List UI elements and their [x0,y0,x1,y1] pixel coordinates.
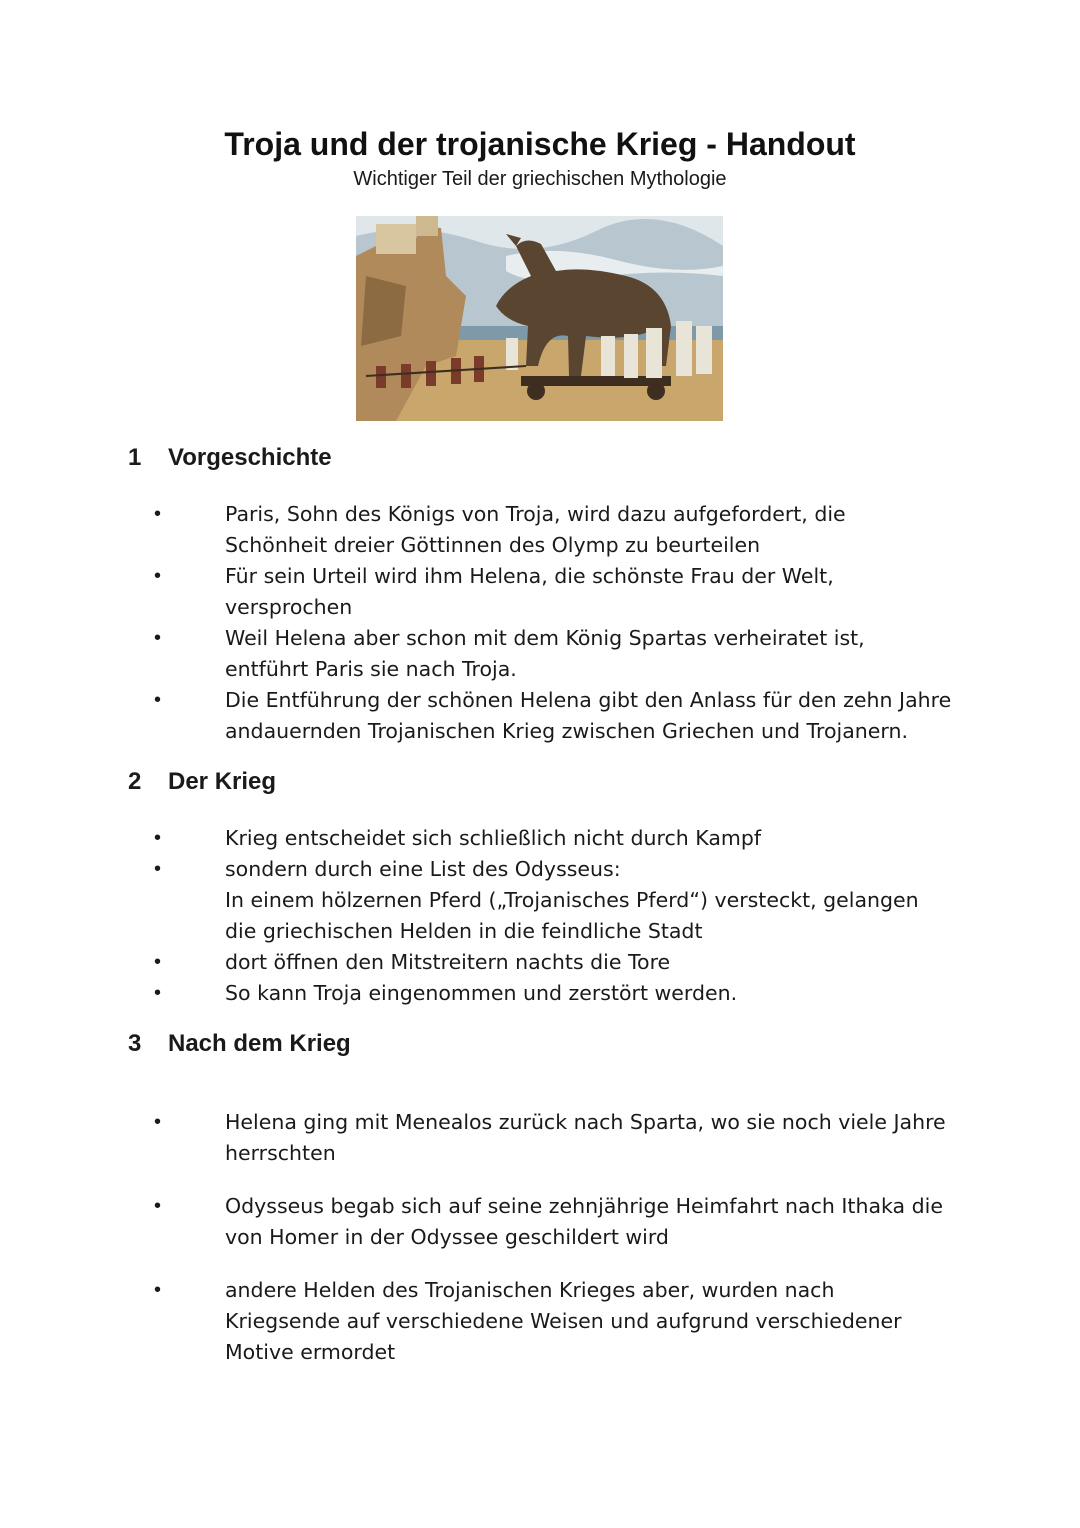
section-heading [128,444,332,472]
bullet-list [0,1107,1080,1368]
list-item-line: sondern durch eine List des Odysseus: [225,857,621,881]
bullet-list [0,499,1080,747]
bullet-icon: • [154,689,162,711]
section-heading [128,1030,351,1058]
list-item [0,947,1080,978]
document-subtitle: Wichtiger Teil der griechischen Mythologie [353,168,727,190]
section-number: 1 [128,444,142,471]
bullet-icon: • [154,982,162,1004]
list-item [0,685,1080,747]
list-item [0,499,1080,561]
bullet-icon: • [154,951,162,973]
list-item-line: herrschten [225,1141,336,1165]
list-item [0,1275,1080,1368]
list-item-line: Odysseus begab sich auf seine zehnjährige Heimfahrt nach Ithaka die [225,1194,943,1218]
list-item [0,623,1080,685]
list-item-line: Motive ermordet [225,1340,396,1364]
list-item-line: Krieg entscheidet sich schließlich nicht durch Kampf [225,826,762,850]
list-item-line: dort öffnen den Mitstreitern nachts die Tore [225,950,671,974]
list-item-line: andauernden Trojanischen Krieg zwischen Griechen und Trojanern. [225,719,908,743]
list-item-line: andere Helden des Trojanischen Krieges aber, wurden nach [225,1278,835,1302]
list-item [0,854,1080,947]
document-title: Troja und der trojanische Krieg - Handout [224,126,856,162]
list-item [0,978,1080,1009]
list-item-line: die griechischen Helden in die feindliche Stadt [225,919,703,943]
bullet-icon: • [154,627,162,649]
list-item-line: In einem hölzernen Pferd („Trojanisches Pferd“) versteckt, gelangen [225,888,919,912]
list-item-line: Für sein Urteil wird ihm Helena, die schönste Frau der Welt, [225,564,834,588]
list-item-line: entführt Paris sie nach Troja. [225,657,517,681]
list-item-line: Schönheit dreier Göttinnen des Olymp zu beurteilen [225,533,761,557]
bullet-icon: • [154,1195,162,1217]
list-item [0,1191,1080,1253]
list-item [0,561,1080,623]
list-item-line: Die Entführung der schönen Helena gibt den Anlass für den zehn Jahre [225,688,952,712]
list-item-line: versprochen [225,595,353,619]
bullet-icon: • [154,1279,162,1301]
list-item-line: Weil Helena aber schon mit dem König Spartas verheiratet ist, [225,626,865,650]
bullet-icon: • [154,503,162,525]
list-item-line: Helena ging mit Menealos zurück nach Sparta, wo sie noch viele Jahre [225,1110,946,1134]
section-heading [128,768,276,796]
list-item-line: So kann Troja eingenommen und zerstört werden. [225,981,738,1005]
bullet-icon: • [154,858,162,880]
section-number: 2 [128,768,142,795]
section-title: Vorgeschichte [168,444,332,471]
trojan-horse-illustration [356,216,723,421]
section-number: 3 [128,1030,142,1057]
section-title: Der Krieg [168,768,277,795]
list-item [0,823,1080,854]
bullet-icon: • [154,827,162,849]
list-item [0,1107,1080,1169]
bullet-icon: • [154,565,162,587]
list-item-line: Kriegsende auf verschiedene Weisen und aufgrund verschiedener [225,1309,902,1333]
list-item-line: Paris, Sohn des Königs von Troja, wird dazu aufgefordert, die [225,502,846,526]
list-item-line: von Homer in der Odyssee geschildert wird [225,1225,669,1249]
section-title: Nach dem Krieg [168,1030,351,1057]
bullet-icon: • [154,1111,162,1133]
bullet-list [0,823,1080,1009]
